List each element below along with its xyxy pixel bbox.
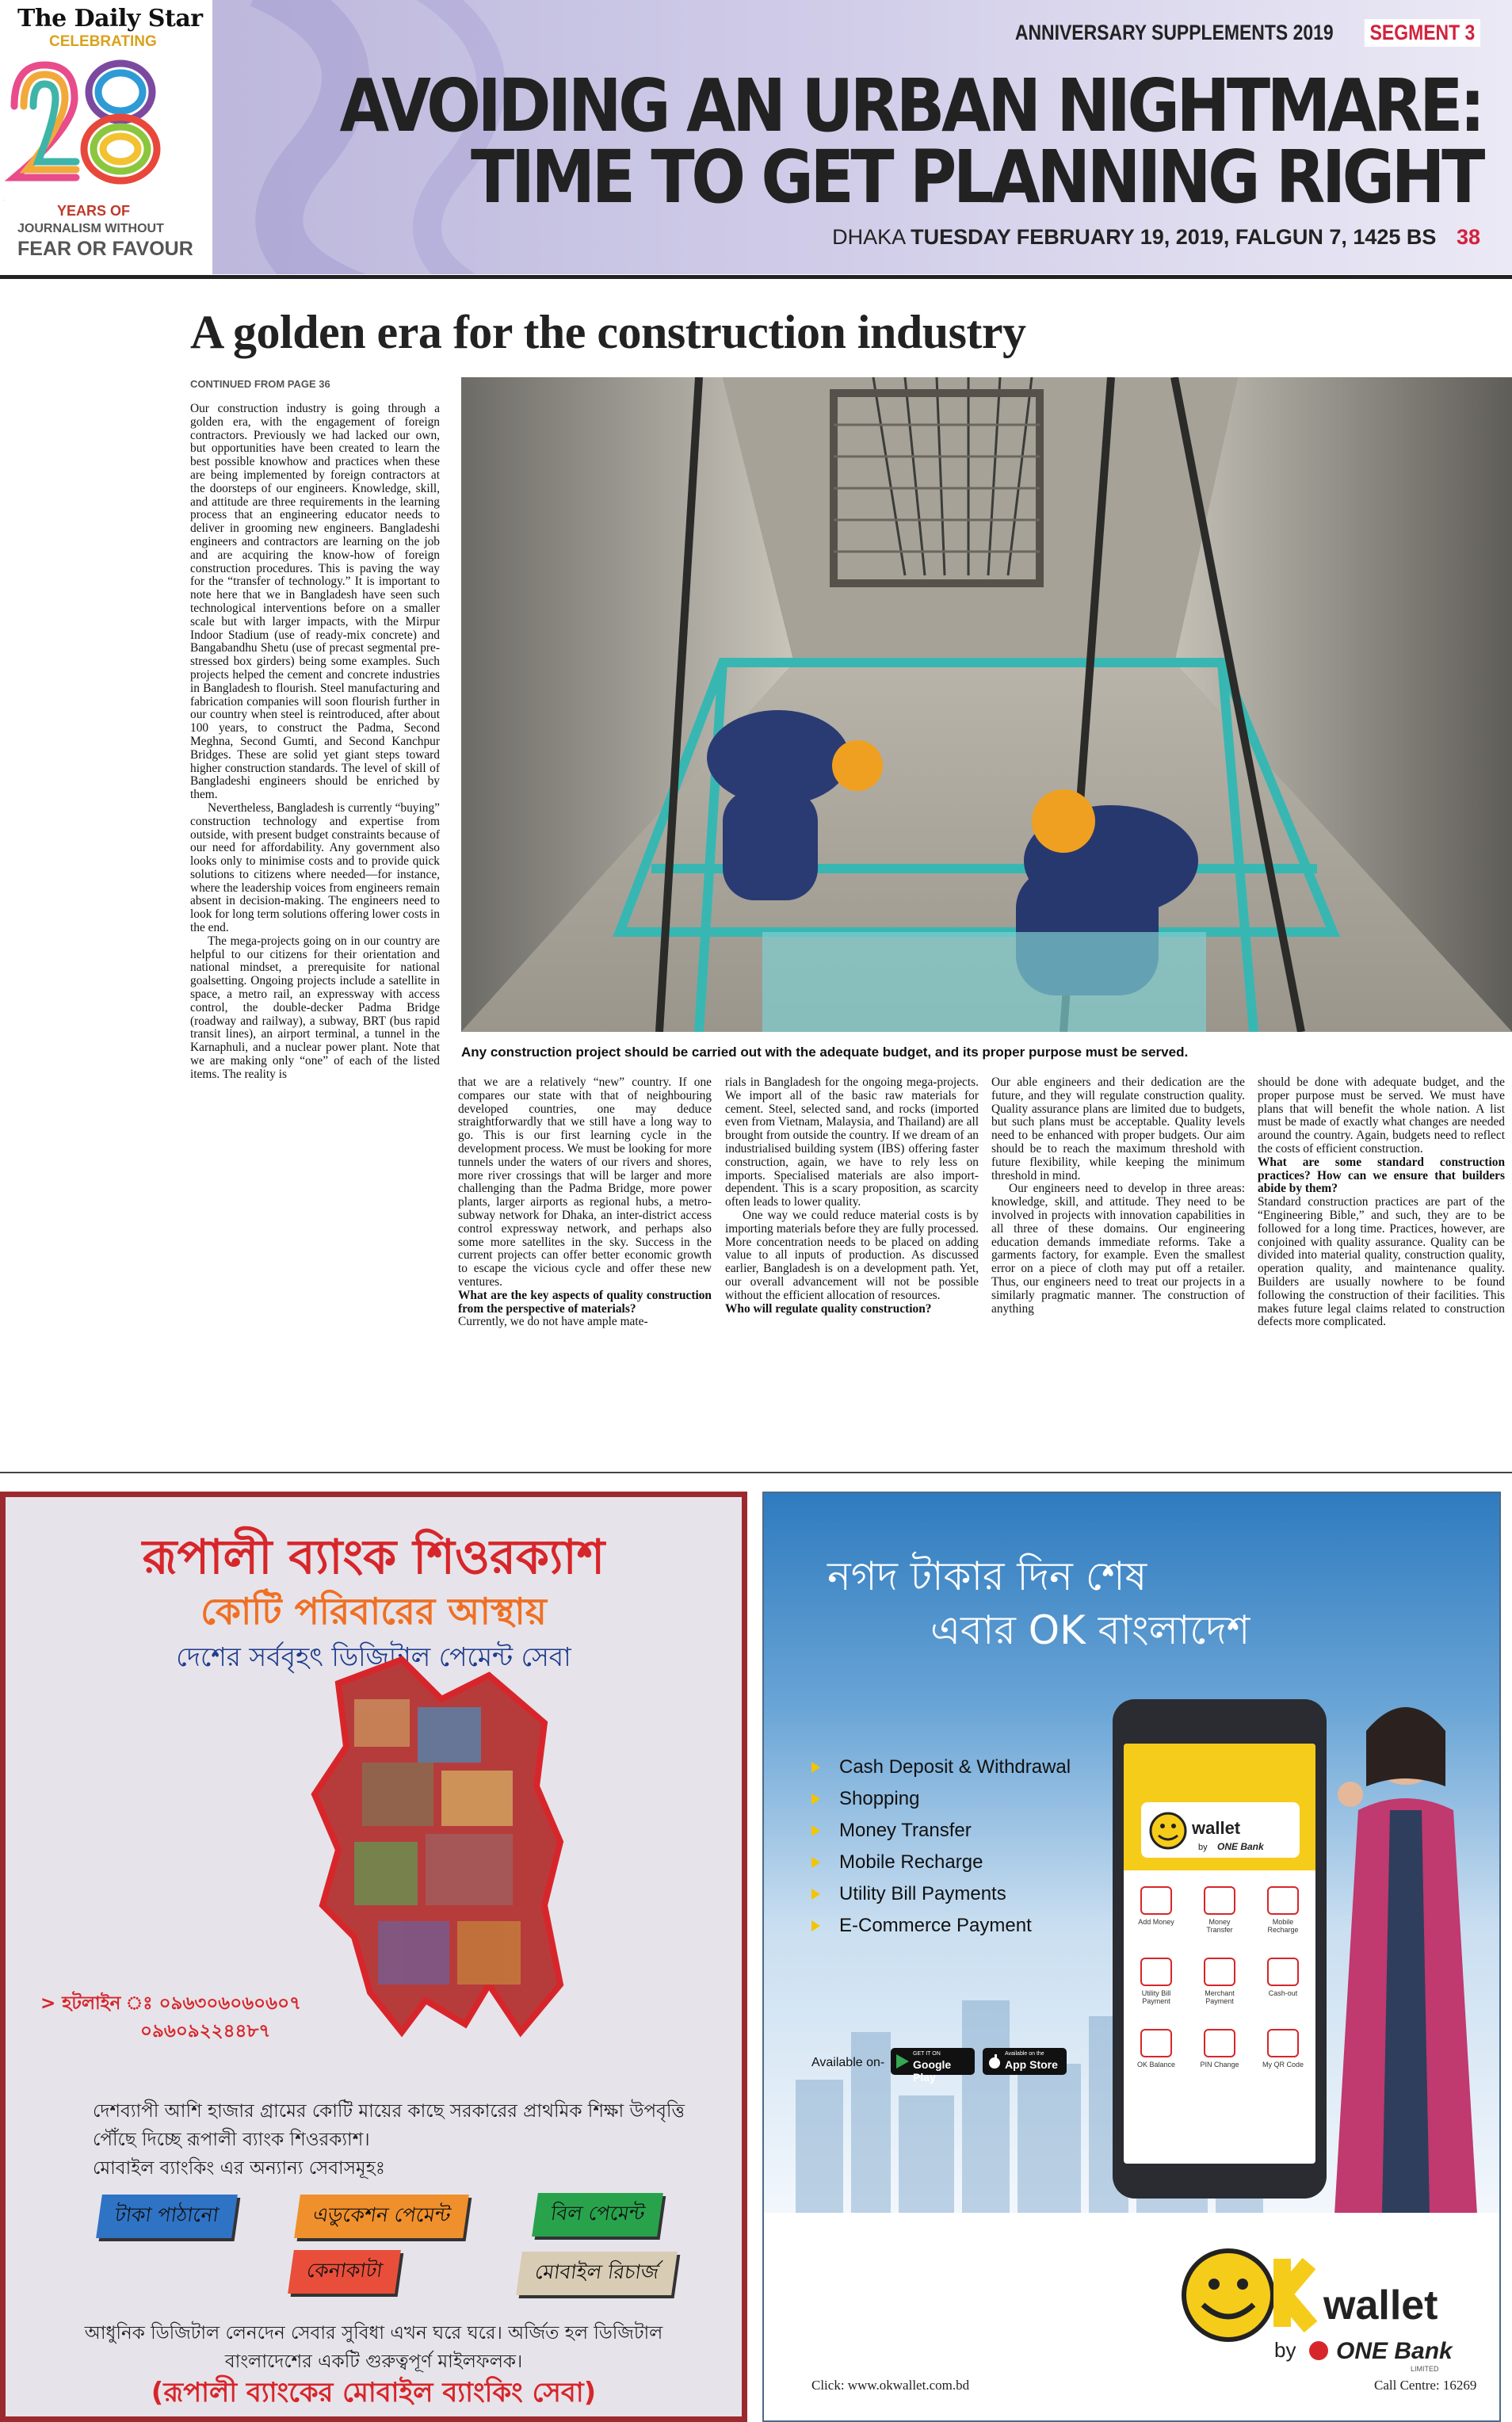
segment-badge: SEGMENT 3 xyxy=(1365,19,1480,47)
app-icon-cash-out[interactable] xyxy=(1258,1958,1308,2015)
paragraph: should be done with adequate budget, and the proper purpose must be served. We must have plans that will benefit the whole nation. A list must be made of exactly what changes are needed around the country. Again, budgets need to reflect the costs of efficient construction. xyxy=(1258,1076,1505,1156)
service-tag-bill-payment: বিল পেমেন্ট xyxy=(532,2193,663,2237)
available-on-label: Available on- xyxy=(811,2056,885,2069)
headline-line-1: AVOIDING AN URBAN NIGHTMARE: xyxy=(339,63,1482,148)
bullet-arrow-icon xyxy=(811,1794,820,1805)
hotline-number-1[interactable]: > হটলাইন ঃ ০৯৬৩০৬০৬০৬০৭ xyxy=(40,1993,301,2014)
feature-item xyxy=(811,1878,1071,1910)
app-store-badge[interactable] xyxy=(983,2048,1067,2075)
hotline-number-2[interactable]: ০৯৬০৯২২৪৪৮৭ xyxy=(140,2021,271,2042)
website-link[interactable]: Click: www.okwallet.com.bd xyxy=(811,2378,970,2393)
utility-bill-icon xyxy=(1140,1958,1172,1986)
ok-headline-line-2: এবার OK বাংলাদেশ xyxy=(930,1607,1250,1653)
app-icon-ok-balance[interactable] xyxy=(1132,2029,1181,2086)
app-icon-label: My QR Code xyxy=(1262,2061,1304,2069)
ad-body-line-2: পৌঁছে দিচ্ছে রূপালী ব্যাংক শিওরক্যাশ। xyxy=(93,2130,370,2150)
rupali-bank-advertisement[interactable] xyxy=(0,1492,747,2422)
big-logo-limited: LIMITED xyxy=(1411,2365,1439,2373)
ad-subtitle: কোটি পরিবারের আস্থায় xyxy=(200,1590,547,1633)
paragraph: Nevertheless, Bangladesh is currently “buying” construction technology and expertise from outside, with present budget constraints because of our need for affordability. Any government also looks only to minimise costs and to provide quick solutions to citizens where needed—for instance, where the leadership voices from engineers remain absent in decision-making. The engineers need to look for long term solutions offering lower costs in the end. xyxy=(190,800,440,935)
ok-wallet-advertisement[interactable] xyxy=(762,1492,1501,2422)
cash-out-icon xyxy=(1267,1958,1299,1986)
page-number: 38 xyxy=(1456,225,1480,249)
feature-item xyxy=(811,1815,1071,1847)
logo-panel xyxy=(0,0,212,274)
paragraph: that we are a relatively “new” country. If one compares our state with that of neighbouring developed countries, one may deduce straightforwardly that we still have a long way to go. This is our first learning cycle in the development process. We must be looking for more tunnels under the waters of our rivers and shores, more river crossings that will be larger and more challenging than the Padma Bridge, more power plants, larger airports as regional hubs, a metro-subway network for Dhaka, an inter-district access control expressway network, and perhaps also some more satellites in the sky. Success in the current projects can offer better economic growth to escape the vicious cycle and offer these new ventures. xyxy=(458,1076,712,1289)
merchant-payment-icon xyxy=(1204,1958,1235,1986)
continued-from[interactable]: CONTINUED FROM PAGE 36 xyxy=(190,378,330,390)
header-rule xyxy=(0,275,1512,279)
paragraph: Our construction industry is going through a golden era, with the engagement of foreign contractors. Previously we had lacked our own, but opportunities have been created to learn the best possible knowhow and practices when these are being implemented by foreign contractors at the doorsteps of our engineers. Knowledge, skill, and attitude are three requirements in the learning process that an engineering educator needs to deliver in grooming new engineers. Bangladeshi engineers and contractors are learning on the job and are acquiring the know-how of foreign construction procedures. This is paving the way for the “transfer of technology.” It is important to note here that we in Bangladesh have seen such technological interventions before on a smaller scale but with larger impacts, with the Mirpur Indoor Stadium (use of ready-mix concrete) and Bangabandhu Shetu (use of precast segmental pre-stressed box girders) being some examples. Such projects helped the cement and concrete industries in Bangladesh to flourish. Steel manufacturing and fabrication companies will soon flourish further in our country when steel is reintroduced, after about 100 years, to construct the Padma, Second Meghna, Second Gumti, and Second Kanchpur Bridges. These are solid yet giant steps toward higher construction standards. The level of skill of Bangladeshi engineers should be enriched by them. xyxy=(190,403,440,802)
article-column-4 xyxy=(991,1076,1245,1458)
tagline-line-2: FEAR OR FAVOUR xyxy=(17,238,193,260)
years-of-label: YEARS OF xyxy=(57,203,131,219)
dateline xyxy=(832,225,1480,250)
paragraph: Standard construction practices are part of the “Engineering Bible,” and such, they are to be followed for a long time. Practices, however, are conjoined with quality assurance. Quality can be divided into material quality, construction quality, operation quality, and maintenance quality. Builders are usually nowhere to be found following the construction of their facilities. This makes future legal claims related to construction defects more complicated. xyxy=(1258,1195,1505,1329)
anniversary-28-logo xyxy=(3,51,162,201)
ad-footer-line-1: আধুনিক ডিজিটাল লেনদেন সেবার সুবিধা এখন ঘরে ঘরে। অর্জিত হল ডিজিটাল xyxy=(84,2323,663,2344)
app-icon-label: Utility Bill Payment xyxy=(1141,1989,1171,2005)
badge-store-name: App Store xyxy=(1005,2058,1058,2071)
question-heading: What are the key aspects of quality construction from the perspective of materials? xyxy=(458,1288,712,1316)
badge-store-name: Google Play xyxy=(913,2058,952,2084)
feature-item xyxy=(811,1783,1071,1815)
feature-label: Money Transfer xyxy=(839,1820,972,1841)
service-tag-send-money: টাকা পাঠানো xyxy=(96,2195,237,2238)
ad-title: রূপালী ব্যাংক শিওরক্যাশ xyxy=(142,1530,605,1585)
feature-item xyxy=(811,1847,1071,1878)
google-play-icon xyxy=(896,2054,909,2069)
article-column-2 xyxy=(458,1076,712,1458)
app-icon-mobile-recharge[interactable] xyxy=(1258,1886,1308,1943)
app-icon-label: OK Balance xyxy=(1136,2061,1176,2069)
question-heading: Who will regulate quality construction? xyxy=(725,1301,932,1316)
feature-label: Mobile Recharge xyxy=(839,1851,983,1873)
feature-label: E-Commerce Payment xyxy=(839,1915,1032,1936)
phone-logo-by: by xyxy=(1198,1843,1208,1852)
model-figure xyxy=(1303,1675,1501,2214)
paragraph: Currently, we do not have ample mate- xyxy=(458,1315,648,1329)
phone-logo-bank: ONE Bank xyxy=(1217,1841,1264,1852)
money-transfer-icon xyxy=(1204,1886,1235,1915)
ad-tagline: দেশের সর্ববৃহৎ ডিজিটাল পেমেন্ট সেবা xyxy=(176,1641,571,1672)
phone-screen xyxy=(1124,1744,1315,2164)
bullet-arrow-icon xyxy=(811,1762,820,1773)
service-tag-mobile-recharge: মোবাইল রিচার্জ xyxy=(516,2252,678,2295)
bangladesh-map-collage xyxy=(307,1652,568,2048)
feature-item xyxy=(811,1752,1071,1783)
app-icon-add-money[interactable] xyxy=(1132,1886,1181,1943)
app-icon-merchant-payment[interactable] xyxy=(1195,1958,1244,2015)
google-play-badge[interactable] xyxy=(891,2048,975,2084)
bullet-arrow-icon xyxy=(811,1889,820,1900)
tagline-line-1: JOURNALISM WITHOUT xyxy=(17,222,164,235)
paragraph: Our engineers need to develop in three areas: knowledge, skill, and attitude. They need to be involved in projects with innovation capabilities in all three of these domains. Our engineering education demands immediate reforms. Take a garments factory, for example. Even the smallest error on a piece of cloth may put off a retailer. Thus, our engineers need to treat our projects in a similarly pragmatic manner. The construction of anything xyxy=(991,1182,1245,1316)
paper-name[interactable]: The Daily Star xyxy=(17,5,203,32)
feature-label: Shopping xyxy=(839,1788,920,1809)
phone-logo-word: wallet xyxy=(1192,1818,1241,1838)
ad-footer-line-3: (রূপালী ব্যাংকের মোবাইল ব্যাংকিং সেবা) xyxy=(151,2377,597,2409)
dateline-date: TUESDAY FEBRUARY 19, 2019, FALGUN 7, 1425 BS xyxy=(911,225,1437,249)
feature-item xyxy=(811,1910,1071,1942)
bullet-arrow-icon xyxy=(811,1857,820,1868)
paragraph: One way we could reduce material costs is by importing materials before they are fully processed. More concentration needs to be placed on adding value to all inputs of production. As discussed earlier, Bangladesh is on a development path. Yet, our overall advancement will not be possible without the efficient allocation of resources. xyxy=(725,1208,979,1302)
app-icon-label: Merchant Payment xyxy=(1205,1989,1235,2005)
big-logo-bank: ONE Bank xyxy=(1336,2338,1453,2364)
big-logo-by: by xyxy=(1274,2338,1296,2362)
app-icon-utility-bill[interactable] xyxy=(1132,1958,1181,2015)
ok-balance-icon xyxy=(1140,2029,1172,2057)
app-icon-label: Add Money xyxy=(1138,1918,1174,1926)
big-logo-word: wallet xyxy=(1323,2283,1438,2328)
badge-small-text: GET IT ON xyxy=(913,2051,941,2057)
apple-icon xyxy=(988,2054,1001,2069)
article-column-5 xyxy=(1258,1076,1505,1458)
masthead xyxy=(0,0,1512,279)
app-icon-label: Cash-out xyxy=(1268,1989,1298,1997)
ad-body-line-3: মোবাইল ব্যাংকিং এর অন্যান্য সেবাসমূহঃ xyxy=(93,2158,386,2179)
paragraph: rials in Bangladesh for the ongoing mega-projects. We import all of the basic raw materials for cement. Steel, selected sand, and rocks (imported even from Vietnam, Malaysia, and Thailand) are all brought from outside the country. If we dream of an industrialised building system (IBS) offering faster construction, again, we have to rely less on imports. Specialised materials are also import-dependent. This is a scary proposition, as scarcity often leads to lower quality. xyxy=(725,1076,979,1209)
photo-illustration xyxy=(461,377,1512,1032)
question-heading: What are some standard construction practices? How can we ensure that builders abide by them? xyxy=(1258,1155,1505,1196)
article-column-1 xyxy=(190,403,440,1457)
ad-body-line-1: দেশব্যাপী আশি হাজার গ্রামের কোটি মায়ের কাছে সরকারের প্রাথমিক শিক্ষা উপবৃত্তি xyxy=(93,2101,685,2122)
phone-mockup xyxy=(1113,1699,1327,2199)
service-tag-shopping: কেনাকাটা xyxy=(288,2250,401,2294)
article-title: A golden era for the construction industry xyxy=(190,306,1026,358)
bullet-arrow-icon xyxy=(811,1920,820,1931)
add-money-icon xyxy=(1140,1886,1172,1915)
supplement-label: ANNIVERSARY SUPPLEMENTS 2019 xyxy=(1015,21,1334,44)
service-tag-education-payment: এডুকেশন পেমেন্ট xyxy=(294,2195,469,2238)
ok-wallet-logo xyxy=(1173,2240,1466,2374)
app-icon-money-transfer[interactable] xyxy=(1195,1886,1244,1943)
bullet-arrow-icon xyxy=(811,1825,820,1836)
elevator-shaft-photo xyxy=(461,377,1512,1032)
qr-code-icon xyxy=(1267,2029,1299,2057)
paragraph: Our able engineers and their dedication are the future, and they will regulate construction quality. Quality assurance plans are limited due to budgets, but such plans must be acceptable. Quality levels need to be enhanced with proper budgets. Our aim should be to reach the maximum threshold with future flexibility, while keeping the minimum threshold in mind. xyxy=(991,1076,1245,1182)
dateline-city: DHAKA xyxy=(832,225,905,249)
app-icon-label: PIN Change xyxy=(1200,2061,1239,2069)
celebrating-label: CELEBRATING xyxy=(49,33,157,50)
ad-footer-line-2: বাংলাদেশের একটি গুরুত্বপূর্ণ মাইলফলক। xyxy=(224,2351,523,2372)
app-icon-my-qr-code[interactable] xyxy=(1258,2029,1308,2086)
call-centre-number[interactable]: Call Centre: 16269 xyxy=(1374,2378,1477,2393)
app-icon-pin-change[interactable] xyxy=(1195,2029,1244,2086)
feature-list xyxy=(811,1752,1071,1942)
feature-label: Utility Bill Payments xyxy=(839,1883,1006,1904)
app-icon-label: Mobile Recharge xyxy=(1267,1918,1299,1934)
article-column-3 xyxy=(725,1076,979,1458)
ok-headline-line-1: নগদ টাকার দিন শেষ xyxy=(827,1553,1147,1599)
feature-label: Cash Deposit & Withdrawal xyxy=(839,1756,1071,1778)
pin-change-icon xyxy=(1204,2029,1235,2057)
headline-banner xyxy=(212,0,1512,274)
app-icon-label: Money Transfer xyxy=(1206,1918,1233,1934)
ok-smiley-icon xyxy=(1141,1802,1300,1858)
paragraph: The mega-projects going on in our country are helpful to our citizens for their orientation and national mindset, a prerequisite for national goalsetting. Ongoing projects include a satellite in space, a metro rail, an expressway with access control, the double-decker Padma Bridge (roadway and railway), a subway, BRT (bus rapid transit lines), an airport terminal, a tunnel in the Karnaphuli, and a nuclear power plant. Note that we are making only “one” of each of the listed items. The reality is xyxy=(190,934,440,1081)
photo-caption: Any construction project should be carried out with the adequate budget, and its proper purpose must be served. xyxy=(461,1045,1189,1060)
mobile-recharge-icon xyxy=(1267,1886,1299,1915)
article-bottom-rule xyxy=(0,1472,1512,1473)
phone-ok-logo xyxy=(1141,1802,1300,1858)
headline-line-2: TIME TO GET PLANNING RIGHT xyxy=(471,135,1482,220)
badge-small-text: Available on the xyxy=(1005,2051,1044,2057)
